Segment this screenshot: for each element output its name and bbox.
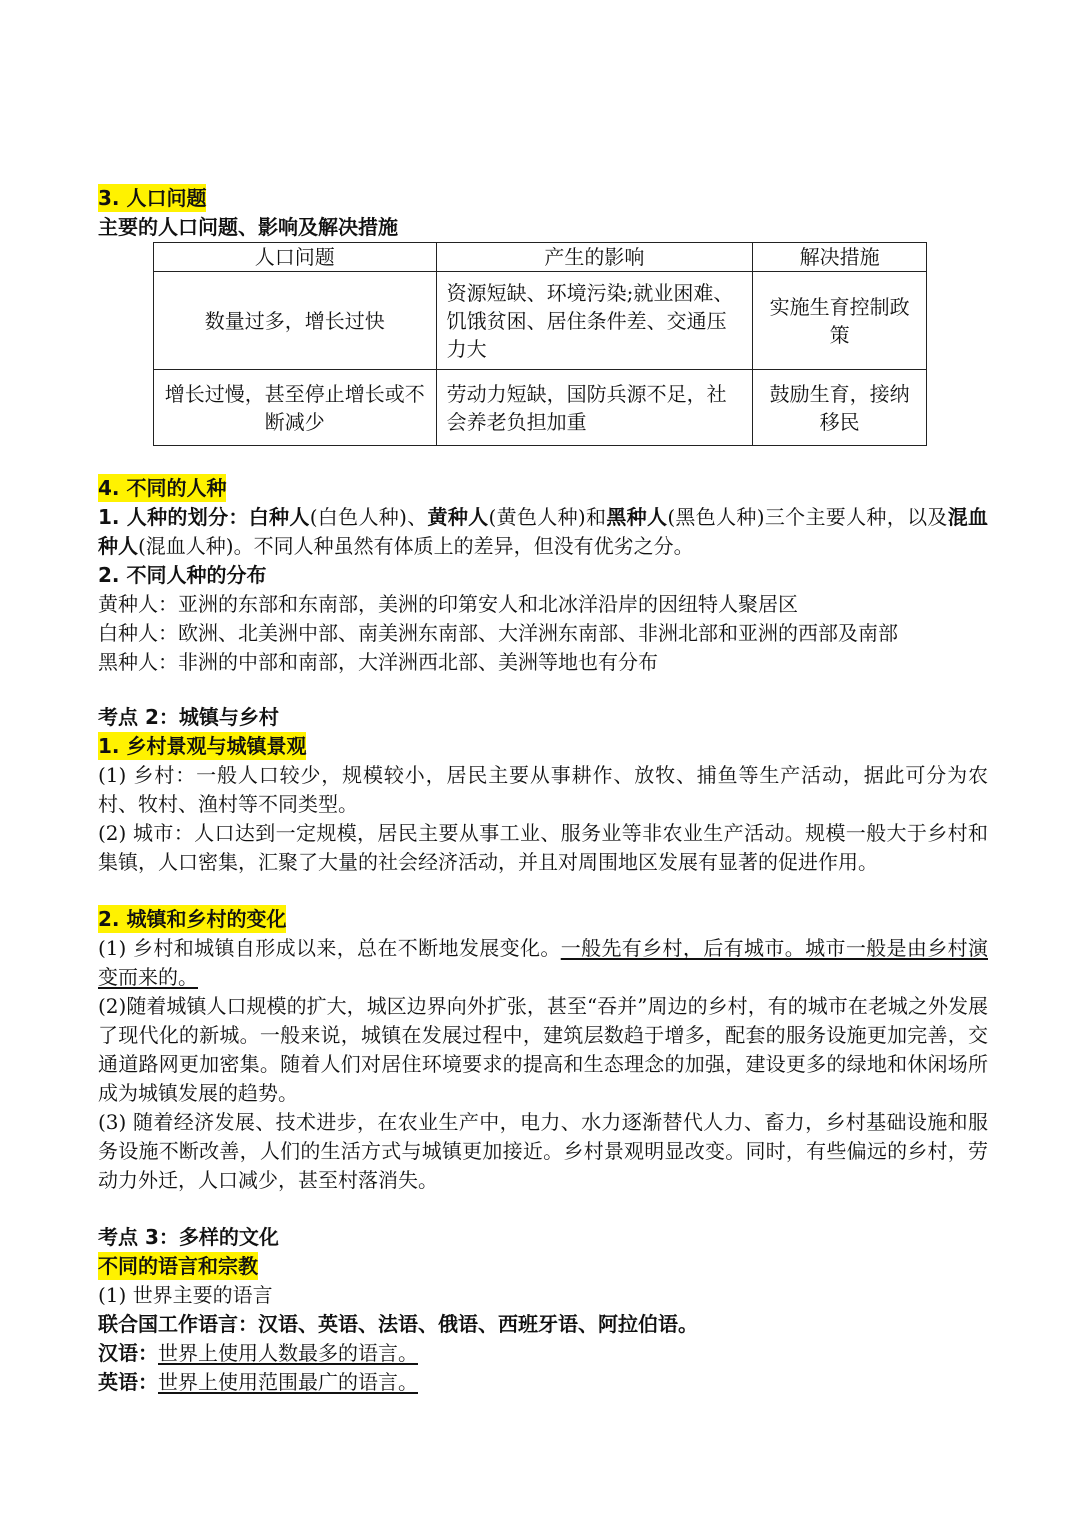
un-languages: 联合国工作语言：汉语、英语、法语、俄语、西班牙语、阿拉伯语。: [98, 1312, 698, 1336]
race-division-label: 1. 人种的划分：: [98, 505, 249, 529]
table-header-cell: 产生的影响: [436, 243, 753, 272]
table-header-cell: 解决措施: [753, 243, 927, 272]
change-paragraph-1: [98, 934, 988, 992]
race-mixed-note: (混血人种)。不同人种虽然有体质上的差异，但没有优劣之分。: [138, 534, 694, 558]
race-white: 白种人: [248, 505, 310, 529]
chinese-label: 汉语：: [98, 1341, 158, 1365]
population-table: [153, 242, 927, 446]
table-caption: 主要的人口问题、影响及解决措施: [98, 215, 398, 239]
exam-point-title: 考点 2：城镇与乡村: [98, 705, 279, 729]
table-cell: 劳动力短缺，国防兵源不足，社会养老负担加重: [436, 370, 753, 446]
document-content: [98, 184, 988, 1397]
table-cell: 实施生育控制政策: [753, 272, 927, 370]
table-cell: 鼓励生育，接纳移民: [753, 370, 927, 446]
exam-point-title: 考点 3：多样的文化: [98, 1225, 279, 1249]
section-heading-change: 2. 城镇和乡村的变化: [98, 907, 287, 931]
english-language-line: [98, 1368, 988, 1397]
chinese-text: 世界上使用人数最多的语言。: [158, 1341, 418, 1365]
race-division-paragraph: [98, 503, 988, 561]
chinese-language-line: [98, 1339, 988, 1368]
race-black: 黑种人: [606, 505, 668, 529]
distribution-line: 黄种人：亚洲的东部和东南部，美洲的印第安人和北冰洋沿岸的因纽特人聚居区: [98, 592, 798, 616]
race-mixed: 混血种人: [98, 505, 989, 558]
table-cell: 资源短缺、环境污染;就业困难、饥饿贫困、居住条件差、交通压力大: [436, 272, 753, 370]
change-text: (1) 乡村和城镇自形成以来，总在不断地发展变化。: [98, 936, 561, 960]
distribution-line: 黑种人：非洲的中部和南部，大洋洲西北部、美洲等地也有分布: [98, 650, 658, 674]
section-heading-races: 4. 不同的人种: [98, 476, 227, 500]
table-row: [154, 370, 927, 446]
rural-paragraph: (1) 乡村：一般人口较少，规模较小，居民主要从事耕作、放牧、捕鱼等生产活动，据此可分为农村、牧村、渔村等不同类型。: [98, 763, 988, 816]
table-cell: 数量过多，增长过快: [154, 272, 437, 370]
table-cell: 增长过慢，甚至停止增长或不断减少: [154, 370, 437, 446]
race-black-note: (黑色人种)三个主要人种，以及: [667, 505, 948, 529]
change-paragraph-2: (2)随着城镇人口规模的扩大，城区边界向外扩张，甚至“吞并”周边的乡村，有的城市在老城之外发展了现代化的新城。一般来说，城镇在发展过程中，建筑层数趋于增多，配套的服务设施更加完善，交通道路网更加密集。随着人们对居住环境要求的提高和生态理念的加强，建设更多的绿地和休闲场所成为城镇发展的趋势。: [98, 994, 988, 1105]
table-row: [154, 272, 927, 370]
underlined-key-point: 一般先有乡村，后有城市。城市一般是由乡村演变而来的。: [98, 936, 989, 989]
section-heading-population: 3. 人口问题: [98, 186, 207, 210]
english-label: 英语：: [98, 1370, 158, 1394]
table-header-cell: 人口问题: [154, 243, 437, 272]
section-heading-language: 不同的语言和宗教: [98, 1254, 258, 1278]
section-heading-landscape: 1. 乡村景观与城镇景观: [98, 734, 307, 758]
race-yellow-note: (黄色人种)和: [488, 505, 607, 529]
race-yellow: 黄种人: [427, 505, 489, 529]
urban-paragraph: (2) 城市：人口达到一定规模，居民主要从事工业、服务业等非农业生产活动。规模一般大于乡村和集镇，人口密集，汇聚了大量的社会经济活动，并且对周围地区发展有显著的促进作用。: [98, 821, 988, 874]
english-text: 世界上使用范围最广的语言。: [158, 1370, 418, 1394]
table-header-row: [154, 243, 927, 272]
race-white-note: (白色人种)、: [309, 505, 428, 529]
distribution-line: 白种人：欧洲、北美洲中部、南美洲东南部、大洋洲东南部、非洲北部和亚洲的西部及南部: [98, 621, 898, 645]
language-subheading: (1) 世界主要的语言: [98, 1283, 273, 1307]
race-distribution-heading: 2. 不同人种的分布: [98, 563, 267, 587]
change-paragraph-3: (3) 随着经济发展、技术进步，在农业生产中，电力、水力逐渐替代人力、畜力，乡村基础设施和服务设施不断改善，人们的生活方式与城镇更加接近。乡村景观明显改变。同时，有些偏远的乡村，劳动力外迁，人口减少，甚至村落消失。: [98, 1110, 988, 1192]
